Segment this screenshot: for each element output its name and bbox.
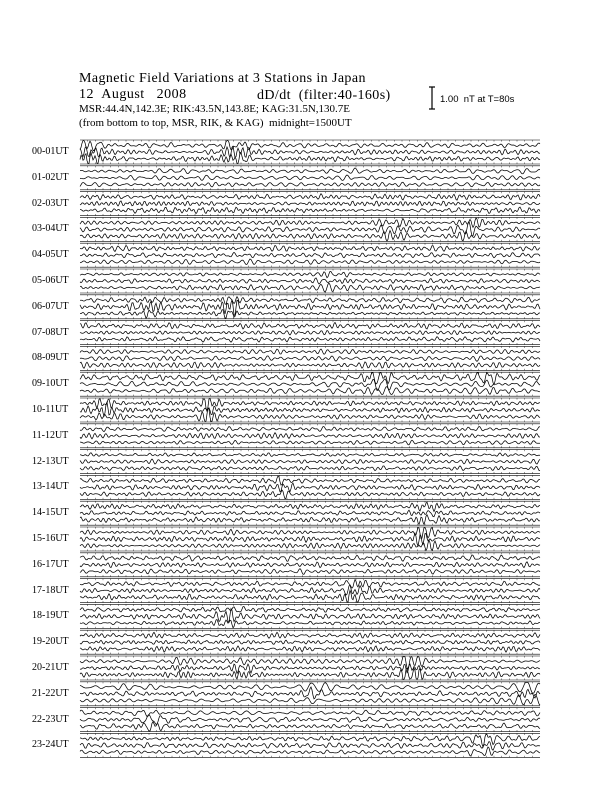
hour-label-04-05UT: 04-05UT xyxy=(32,249,69,261)
hour-label-08-09UT: 08-09UT xyxy=(32,352,69,364)
hour-label-18-19UT: 18-19UT xyxy=(32,610,69,622)
trace-msr-12-13UT xyxy=(80,466,540,471)
trace-msr-15-16UT xyxy=(80,540,540,550)
trace-msr-02-03UT xyxy=(80,207,540,214)
hour-label-06-07UT: 06-07UT xyxy=(32,300,69,312)
trace-rik-03-04UT xyxy=(80,221,540,236)
trace-kag-17-18UT xyxy=(80,580,540,589)
trace-msr-16-17UT xyxy=(80,569,540,575)
chart-filter: dD/dt (filter:40-160s) xyxy=(257,88,391,103)
trace-rik-23-24UT xyxy=(80,742,540,751)
hour-label-23-24UT: 23-24UT xyxy=(32,739,69,751)
trace-kag-05-06UT xyxy=(80,271,540,277)
hour-label-17-18UT: 17-18UT xyxy=(32,584,69,596)
trace-kag-09-10UT xyxy=(80,373,540,385)
trace-msr-11-12UT xyxy=(80,440,540,445)
trace-rik-04-05UT xyxy=(80,252,540,257)
minute-ticks xyxy=(88,604,533,628)
chart-date: 12 August 2008 xyxy=(79,87,187,102)
hour-label-16-17UT: 16-17UT xyxy=(32,558,69,570)
trace-kag-11-12UT xyxy=(80,427,540,432)
trace-rik-16-17UT xyxy=(80,562,540,568)
trace-msr-00-01UT xyxy=(80,152,540,163)
hour-label-02-03UT: 02-03UT xyxy=(32,197,69,209)
scale-label: 1.00 nT at T=80s xyxy=(440,94,515,105)
trace-kag-06-07UT xyxy=(80,297,540,305)
hour-label-20-21UT: 20-21UT xyxy=(32,662,69,673)
trace-rik-07-08UT xyxy=(80,330,540,335)
trace-kag-22-23UT xyxy=(80,710,540,716)
trace-rik-17-18UT xyxy=(80,585,540,595)
trace-msr-06-07UT xyxy=(80,310,540,318)
trace-msr-18-19UT xyxy=(80,620,540,628)
trace-kag-12-13UT xyxy=(80,453,540,457)
trace-rik-12-13UT xyxy=(80,459,540,464)
trace-rik-21-22UT xyxy=(80,687,540,699)
trace-msr-08-09UT xyxy=(80,362,540,368)
trace-rik-22-23UT xyxy=(80,715,540,725)
trace-kag-18-19UT xyxy=(80,607,540,613)
trace-msr-21-22UT xyxy=(80,694,540,705)
trace-kag-15-16UT xyxy=(80,528,540,539)
trace-kag-07-08UT xyxy=(80,322,540,329)
trace-kag-01-02UT xyxy=(80,168,540,174)
chart-title: Magnetic Field Variations at 3 Stations in Japan xyxy=(79,71,366,86)
trace-msr-04-05UT xyxy=(80,259,540,265)
trace-rik-02-03UT xyxy=(80,201,540,206)
trace-kag-21-22UT xyxy=(80,682,540,693)
trace-rik-08-09UT xyxy=(80,356,540,362)
trace-rik-05-06UT xyxy=(80,278,540,284)
hour-label-07-08UT: 07-08UT xyxy=(32,326,69,338)
trace-msr-09-10UT xyxy=(80,387,540,395)
trace-msr-13-14UT xyxy=(80,490,540,499)
hour-label-15-16UT: 15-16UT xyxy=(32,533,69,544)
hour-label-22-23UT: 22-23UT xyxy=(32,713,69,725)
trace-msr-14-15UT xyxy=(80,515,540,525)
trace-msr-22-23UT xyxy=(80,722,540,731)
minute-ticks xyxy=(88,217,533,241)
trace-order-note: (from bottom to top, MSR, RIK, & KAG) midnight=1500UT xyxy=(79,117,352,129)
hour-label-13-14UT: 13-14UT xyxy=(32,481,69,493)
trace-kag-14-15UT xyxy=(80,502,540,511)
trace-msr-07-08UT xyxy=(80,337,540,343)
hour-label-19-20UT: 19-20UT xyxy=(32,636,69,648)
hour-label-10-11UT: 10-11UT xyxy=(32,404,69,415)
hour-label-01-02UT: 01-02UT xyxy=(32,171,69,183)
hour-label-00-01UT: 00-01UT xyxy=(32,146,69,157)
trace-rik-13-14UT xyxy=(80,483,540,492)
trace-kag-16-17UT xyxy=(80,555,540,561)
trace-msr-05-06UT xyxy=(80,283,540,292)
trace-kag-02-03UT xyxy=(80,194,540,201)
minute-ticks xyxy=(88,682,533,706)
trace-rik-14-15UT xyxy=(80,510,540,517)
trace-kag-03-04UT xyxy=(80,218,540,227)
hour-label-12-13UT: 12-13UT xyxy=(32,455,69,467)
trace-rik-20-21UT xyxy=(80,664,540,674)
hour-label-09-10UT: 09-10UT xyxy=(32,378,69,390)
trace-kag-19-20UT xyxy=(80,632,540,638)
trace-kag-10-11UT xyxy=(80,399,540,412)
trace-msr-19-20UT xyxy=(80,646,540,652)
trace-msr-01-02UT xyxy=(80,182,540,187)
hour-label-21-22UT: 21-22UT xyxy=(32,687,69,699)
trace-msr-23-24UT xyxy=(80,747,540,756)
trace-kag-00-01UT xyxy=(80,141,540,151)
trace-kag-04-05UT xyxy=(80,245,540,251)
trace-kag-13-14UT xyxy=(80,476,540,485)
trace-kag-08-09UT xyxy=(80,349,540,354)
station-coordinates: MSR:44.4N,142.3E; RIK:43.5N,143.8E; KAG:31.5N,130.7E xyxy=(79,103,351,115)
trace-rik-19-20UT xyxy=(80,640,540,644)
trace-msr-20-21UT xyxy=(80,668,540,679)
hour-label-11-12UT: 11-12UT xyxy=(32,429,69,441)
hour-label-14-15UT: 14-15UT xyxy=(32,507,69,519)
trace-rik-11-12UT xyxy=(80,433,540,439)
trace-rik-01-02UT xyxy=(80,175,540,180)
hour-label-03-04UT: 03-04UT xyxy=(32,223,69,235)
hour-label-05-06UT: 05-06UT xyxy=(32,275,69,286)
